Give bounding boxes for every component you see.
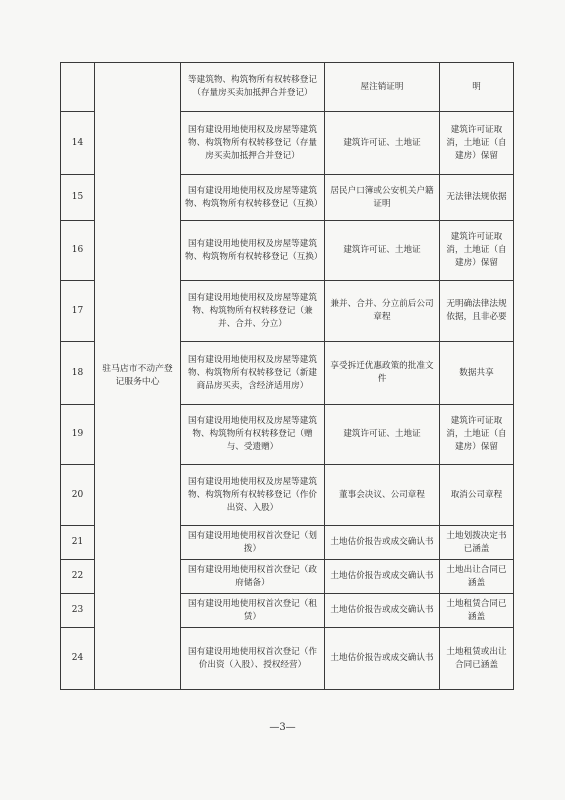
material-name: 土地估价报告或成交确认书 bbox=[325, 594, 440, 628]
item-name: 国有建设用地使用权及房屋等建筑物、构筑物所有权转移登记（互换） bbox=[181, 175, 325, 221]
item-name: 国有建设用地使用权首次登记（租赁） bbox=[181, 594, 325, 628]
reason-text: 无法律法规依据 bbox=[440, 175, 514, 221]
row-number: 15 bbox=[61, 175, 95, 221]
row-number: 23 bbox=[61, 594, 95, 628]
reason-text: 数据共享 bbox=[440, 342, 514, 405]
material-name: 建筑许可证、土地证 bbox=[325, 405, 440, 465]
item-name: 国有建设用地使用权及房屋等建筑物、构筑物所有权转移登记（作价出资、入股） bbox=[181, 465, 325, 526]
row-number: 17 bbox=[61, 281, 95, 342]
material-name: 建筑许可证、土地证 bbox=[325, 112, 440, 175]
row-number: 22 bbox=[61, 560, 95, 594]
item-name: 国有建设用地使用权首次登记（作价出资（入股）、授权经营） bbox=[181, 628, 325, 690]
row-number: 16 bbox=[61, 221, 95, 281]
item-name: 等建筑物、构筑物所有权转移登记（存量房买卖加抵押合并登记） bbox=[181, 63, 325, 112]
material-name: 土地估价报告或成交确认书 bbox=[325, 560, 440, 594]
row-number: 20 bbox=[61, 465, 95, 526]
item-name: 国有建设用地使用权及房屋等建筑物、构筑物所有权转移登记（兼并、合并、分立） bbox=[181, 281, 325, 342]
reason-text: 建筑许可证取消，土地证（自建房）保留 bbox=[440, 221, 514, 281]
material-name: 享受拆迁优惠政策的批准文件 bbox=[325, 342, 440, 405]
row-number bbox=[61, 63, 95, 112]
registration-table bbox=[60, 62, 514, 690]
material-name: 兼并、合并、分立前后公司章程 bbox=[325, 281, 440, 342]
reason-text: 土地租赁合同已涵盖 bbox=[440, 594, 514, 628]
reason-text: 无明确法律法规依据，且非必要 bbox=[440, 281, 514, 342]
reason-text: 建筑许可证取消，土地证（自建房）保留 bbox=[440, 405, 514, 465]
item-name: 国有建设用地使用权首次登记（划拨） bbox=[181, 526, 325, 560]
item-name: 国有建设用地使用权及房屋等建筑物、构筑物所有权转移登记（新建商品房买卖，含经济适用房） bbox=[181, 342, 325, 405]
reason-text: 取消公司章程 bbox=[440, 465, 514, 526]
reason-text: 土地划拨决定书已涵盖 bbox=[440, 526, 514, 560]
item-name: 国有建设用地使用权及房屋等建筑物、构筑物所有权转移登记（存量房买卖加抵押合并登记） bbox=[181, 112, 325, 175]
reason-text: 建筑许可证取消，土地证（自建房）保留 bbox=[440, 112, 514, 175]
row-number: 24 bbox=[61, 628, 95, 690]
department-cell: 驻马店市不动产登记服务中心 bbox=[95, 63, 181, 690]
material-name: 居民户口簿或公安机关户籍证明 bbox=[325, 175, 440, 221]
item-name: 国有建设用地使用权及房屋等建筑物、构筑物所有权转移登记（互换） bbox=[181, 221, 325, 281]
reason-text: 明 bbox=[440, 63, 514, 112]
material-name: 土地估价报告或成交确认书 bbox=[325, 628, 440, 690]
material-name: 建筑许可证、土地证 bbox=[325, 221, 440, 281]
material-name: 屋注销证明 bbox=[325, 63, 440, 112]
reason-text: 土地出让合同已涵盖 bbox=[440, 560, 514, 594]
item-name: 国有建设用地使用权及房屋等建筑物、构筑物所有权转移登记（赠与、受遗赠） bbox=[181, 405, 325, 465]
row-number: 14 bbox=[61, 112, 95, 175]
page-number: —3— bbox=[269, 722, 296, 733]
row-number: 18 bbox=[61, 342, 95, 405]
table-row bbox=[61, 63, 514, 112]
material-name: 土地估价报告或成交确认书 bbox=[325, 526, 440, 560]
row-number: 21 bbox=[61, 526, 95, 560]
reason-text: 土地租赁或出让合同已涵盖 bbox=[440, 628, 514, 690]
material-name: 董事会决议、公司章程 bbox=[325, 465, 440, 526]
row-number: 19 bbox=[61, 405, 95, 465]
item-name: 国有建设用地使用权首次登记（政府储备） bbox=[181, 560, 325, 594]
